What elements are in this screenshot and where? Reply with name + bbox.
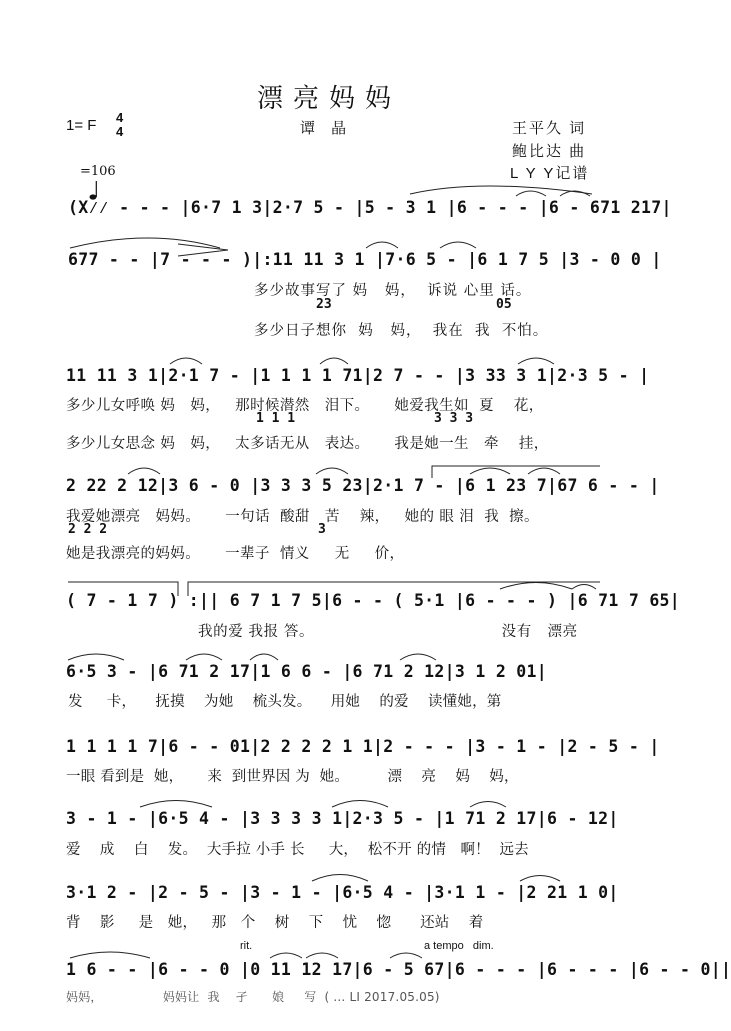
volta-bracket <box>68 582 178 596</box>
alt-notes-4b: 3 <box>318 522 326 537</box>
notation-line-4: 2 22 2 12|3 6 - 0 |3 3 3 5 23|2·1 7 - |6 1 23 7|67 6 - - | <box>66 476 660 495</box>
lyric-line-7: 一眼 看到是 她， 来 到世界因 为 她。 漂 亮 妈 妈， <box>66 769 519 785</box>
alt-notes-2a: 23 <box>316 297 332 312</box>
alt-notes-4a: 2 2 2 <box>68 522 108 537</box>
slur <box>320 358 348 364</box>
composer-credit: 鲍比达 曲 <box>512 143 587 160</box>
slur <box>400 654 436 660</box>
slur <box>366 242 398 248</box>
lyric-line-8: 爱 成 白 发。 大手拉 小手 长 大， 松不开 的情 啊！ 远去 <box>66 842 529 858</box>
lyric-line-3b: 多少儿女思念 妈 妈， 太多话无从 表达。 我是她一生 牵 挂， <box>66 436 549 452</box>
slur <box>470 468 510 474</box>
slur <box>250 654 278 660</box>
lyric-line-10: 妈妈， 妈妈让 我 孑 娘 写 ( ... LI 2017.05.05) <box>66 990 440 1004</box>
slur <box>68 654 124 660</box>
lyric-line-4b: 她是我漂亮的妈妈。 一辈子 情义 无 价， <box>66 546 405 562</box>
notation-line-5: ( 7 - 1 7 ) :|| 6 7 1 7 5|6 - - ( 5·1 |6 - - - ) |6 71 7 65| <box>66 591 681 610</box>
notation-line-9: 3·1 2 - |2 - 5 - |3 - 1 - |6·5 4 - |3·1 1 - |2 21 1 0| <box>66 883 619 902</box>
transcriber-credit: L Y Y记谱 <box>510 165 590 182</box>
lyricist-credit: 王平久 词 <box>512 120 587 137</box>
alt-notes-3b: 3 3 3 <box>434 411 474 426</box>
slur <box>518 358 554 364</box>
notation-line-2: 677 - - |7 - - - )|:11 11 3 1 |7·6 5 - |6 1 7 5 |3 - 0 0 | <box>68 250 662 269</box>
slur <box>332 801 388 808</box>
notation-line-3: 11 11 3 1|2·1 7 - |1 1 1 1 71|2 7 - - |3 33 3 1|2·3 5 - | <box>66 366 650 385</box>
alt-notes-2b: 05 <box>496 297 512 312</box>
time-signature-top: 4 <box>116 110 124 125</box>
a-tempo-marking: a tempo dim. <box>424 940 494 952</box>
slur <box>312 875 368 882</box>
slur <box>70 952 150 958</box>
lyric-line-6: 发 卡， 抚摸 为她 梳头发。 用她 的爱 读懂她，第 <box>68 694 502 710</box>
volta-bracket <box>432 466 600 478</box>
lyric-line-2a: 多少故事写了 妈 妈， 诉说 心里 话。 <box>254 283 532 299</box>
slur <box>528 468 560 474</box>
slur <box>470 802 506 808</box>
lyric-line-5: 我的爱 我报 答。 没有 漂亮 <box>198 624 578 640</box>
notation-line-8: 3 - 1 - |6·5 4 - |3 3 3 3 1|2·3 5 - |1 71 2 17|6 - 12| <box>66 809 619 828</box>
slur <box>186 654 222 660</box>
slur <box>572 585 596 590</box>
alt-notes-3a: 1 1 1 <box>256 411 296 426</box>
lyric-line-9: 背 影 是 她， 那 个 树 下 忧 惚 还站 着 <box>66 915 484 931</box>
volta-bracket <box>188 582 600 596</box>
slur <box>390 953 422 958</box>
lyric-line-4a: 我爱她漂亮 妈妈。 一句话 酸甜 苦 辣， 她的 眼 泪 我 擦。 <box>66 509 539 525</box>
key-signature: 1= F <box>66 117 97 134</box>
slur <box>520 876 560 882</box>
tempo-marking: =106 <box>80 164 116 179</box>
slur <box>270 953 302 958</box>
notation-line-6: 6·5 3 - |6 71 2 17|1 6 6 - |6 71 2 12|3 1 2 01| <box>66 662 547 681</box>
slur <box>170 358 202 364</box>
notation-line-10: 1 6 - - |6 - - 0 |0 11 12 17|6 - 5 67|6 - - - |6 - - - |6 - - 0|| <box>66 960 731 979</box>
slur <box>500 583 572 590</box>
lyric-line-3a: 多少儿女呼唤 妈 妈， 那时候潜然 泪下。 她爱我生如 夏 花， <box>66 398 544 414</box>
slur <box>128 468 160 474</box>
time-signature-bottom: 4 <box>116 124 124 139</box>
diminuendo-mark <box>178 244 228 256</box>
slur <box>306 953 338 958</box>
slur <box>316 468 348 474</box>
notation-line-1: (X⁄⁄ - - - |6·7 1 3|2·7 5 - |5 - 3 1 |6 - - - |6 - 671 217| <box>68 198 672 217</box>
slur <box>516 191 546 196</box>
lyric-line-2b: 多少日子想你 妈 妈， 我在 我 不怕。 <box>254 323 549 339</box>
page-title: 漂亮妈妈 <box>256 84 401 114</box>
singer-credit: 谭 晶 <box>300 120 353 137</box>
slur <box>140 801 212 808</box>
rit-marking: rit. <box>240 940 253 952</box>
notation-line-7: 1 1 1 1 7|6 - - 01|2 2 2 2 1 1|2 - - - |3 - 1 - |2 - 5 - | <box>66 737 660 756</box>
slur <box>440 242 476 248</box>
